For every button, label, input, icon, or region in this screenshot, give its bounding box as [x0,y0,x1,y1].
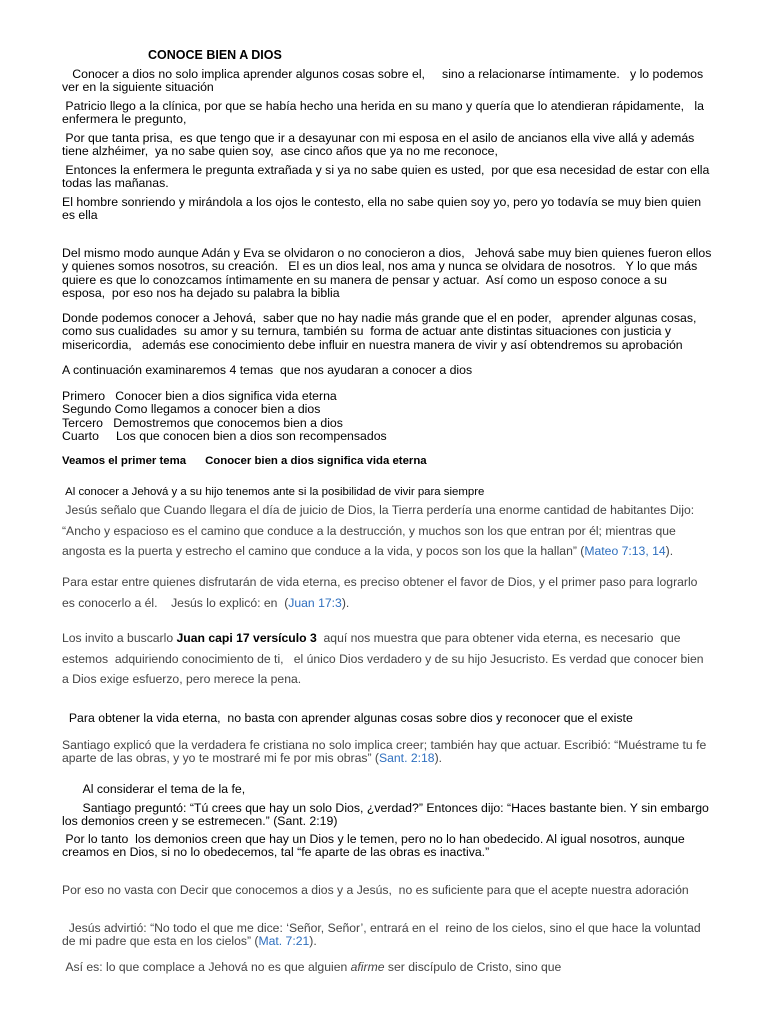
section-subheading: Al conocer a Jehová y a su hijo tenemos ante si la posibilidad de vivir para siempre [62,486,485,498]
paragraph-text: ). [434,751,443,766]
list-item: Segundo Como llegamos a conocer bien a dios [62,402,321,417]
scripture-link[interactable]: Sant. 2:18 [379,751,435,766]
paragraph-text: ser discípulo de Cristo, sino que [384,960,562,974]
paragraph-juicio [62,500,712,562]
paragraph-text: Jesús señalo que Cuando llegara el día de juicio de Dios, la Tierra perdería una enorme cantidad de habitantes Dijo: “Ancho y espacioso es el camino que conduce a la destrucción, y muchos son los que entran por él; mientras que angosta es la puerta y estrecho el camino que conduce a la vida, y pocos son los que la hallan” ( [62,503,698,558]
paragraph-santiago-pregunto: Santiago preguntó: “Tú crees que hay un solo Dios, ¿verdad?” Entonces dijo: “Haces bastante bien. Y sin embargo los demonios creen y se estremecen.” (Sant. 2:19) [62,801,713,829]
list-item: Tercero Demostremos que conocemos bien a dios [62,415,343,430]
paragraph-text: ). [309,934,317,949]
scripture-link[interactable]: Juan 17:3 [288,595,342,610]
scripture-link[interactable]: Mat. 7:21 [258,934,310,949]
paragraph-text: ). [341,595,350,610]
paragraph-text: ). [665,544,674,558]
paragraph-advirtio [62,922,712,949]
paragraph-fe: Al considerar el tema de la fe, [62,782,246,796]
section-heading: Veamos el primer tema Conocer bien a dios significa vida eterna [62,455,427,467]
paragraph-text: Los invito a buscarlo [62,631,177,645]
paragraph-patricio: Patricio llego a la clínica, por que se había hecho una herida en su mano y quería que lo atendieran rápidamente, la enfermera le pregunto, [62,99,708,127]
paragraph-vida-eterna: Para obtener la vida eterna, no basta con aprender algunas cosas sobre dios y reconocer que el existe [62,711,633,725]
topics-list [62,390,387,444]
paragraph-text: Así es: lo que complace a Jehová no es que alguien [62,960,351,974]
paragraph-text: Para estar entre quienes disfrutarán de vida eterna, es preciso obtener el favor de Dios, y el primer paso para lograrlo es conocerlo a él. Jesús lo explicó: en ( [62,575,701,610]
paragraph-text: Jesús advirtió: “No todo el que me dice: ‘Señor, Señor’, entrará en el reino de los cielos, sino el que hace la voluntad de mi padre que esta en los cielos” ( [62,921,705,949]
scripture-link[interactable]: Mateo 7:13, 14 [584,544,666,558]
paragraph-intro: Conocer a dios no solo implica aprender algunos cosas sobre el, sino a relacionarse íntimamente. y lo podemos ver en la siguiente situación [62,67,707,95]
paragraph-adan-eva: Del mismo modo aunque Adán y Eva se olvidaron o no conocieron a dios, Jehová sabe muy bien quienes fueron ellos y quienes somos nosotros, su creación. El es un dios leal, nos ama y nunca se olvidara de nosotros. Y lo que más quiere es que lo conozcamos íntimamente en su manera de pensar y actuar. Así como un esposo conoce a su esposa, por eso nos ha dejado su palabra la biblia [62,246,715,301]
paragraph-hombre: El hombre sonriendo y mirándola a los ojos le contesto, ella no sabe quien soy yo, pero yo todavía se muy bien quien es ella [62,195,705,223]
scripture-reference: Juan capi 17 versículo 3 [176,631,317,645]
list-item: Primero Conocer bien a dios significa vida eterna [62,389,337,403]
paragraph-text: aquí nos muestra que para obtener vida eterna, es necesario que estemos adquiriendo conocimiento de ti, el único Dios verdadero y de su hijo Jesucristo. Es verdad que conocer bien a Dios exige esfuerzo, pero merece la pena. [62,631,707,686]
list-item: Cuarto Los que conocen bien a dios son recompensados [62,429,387,444]
document-title: CONOCE BIEN A DIOS [148,48,282,62]
paragraph-favor [62,572,712,613]
paragraph-santiago [62,739,712,766]
paragraph-adoracion: Por eso no vasta con Decir que conocemos a dios y a Jesús, no es suficiente para que el acepte nuestra adoración [62,883,689,897]
paragraph-enfermera: Entonces la enfermera le pregunta extrañada y si ya no sabe quien es usted, por que esa necesidad de estar con ella todas las mañanas. [62,163,713,191]
paragraph-jehova: Donde podemos conocer a Jehová, saber que no hay nadie más grande que el en poder, aprender algunas cosas, como sus cualidades su amor y su ternura, también su forma de actuar ante distintas situaciones con justicia y misericordia, además ese conocimiento debe influir en nuestra manera de vivir y así obtendremos su aprobación [62,311,700,352]
paragraph-asi-es [62,961,712,974]
paragraph-temas: A continuación examinaremos 4 temas que nos ayudaran a conocer a dios [62,363,473,377]
paragraph-invitacion [62,628,712,690]
paragraph-demonios: Por lo tanto los demonios creen que hay un Dios y le temen, pero no lo han obedecido. Al igual nosotros, aunque creamos en Dios, si no lo obedecemos, tal “fe aparte de las obras es inactiva.” [62,832,689,860]
paragraph-emphasis: afirme [350,960,385,974]
paragraph-text: Santiago explicó que la verdadera fe cristiana no solo implica creer; también hay que actuar. Escribió: “Muéstrame tu fe aparte de las obras, y yo te mostraré mi fe por mis obras” ( [62,738,710,766]
paragraph-prisa: Por que tanta prisa, es que tengo que ir a desayunar con mi esposa en el asilo de ancianos ella vive allá y además tiene alzhéimer, ya no sabe quien soy, ase cinco años que ya no me reconoce, [62,131,698,159]
